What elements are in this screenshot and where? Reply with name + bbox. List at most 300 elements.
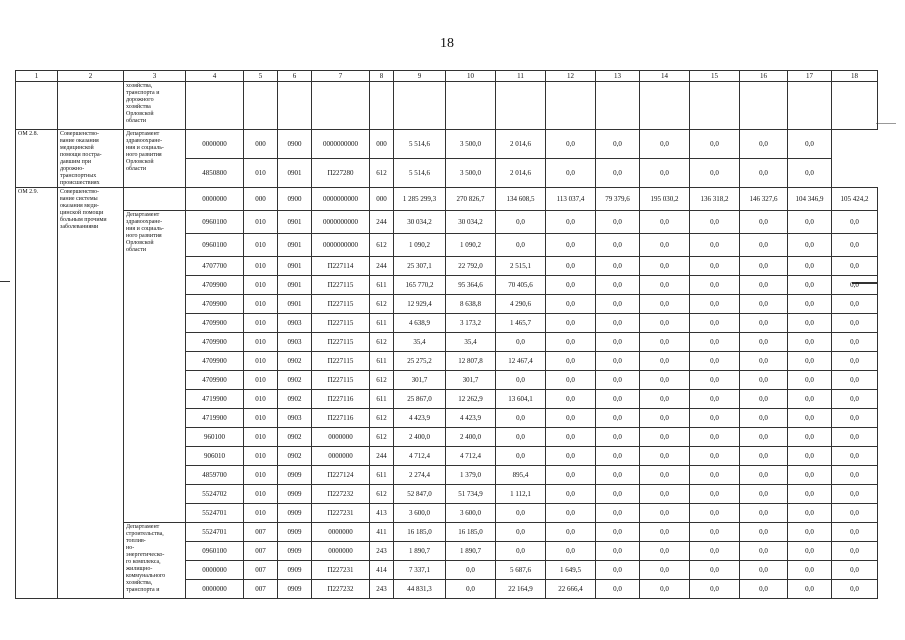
table-cell: 0,0 bbox=[596, 523, 640, 542]
table-cell: 12 262,9 bbox=[446, 390, 496, 409]
table-cell: 0901 bbox=[278, 159, 312, 188]
table-cell: 12 929,4 bbox=[394, 295, 446, 314]
table-cell: 0,0 bbox=[740, 523, 788, 542]
table-cell: 0,0 bbox=[546, 276, 596, 295]
table-cell: 35,4 bbox=[394, 333, 446, 352]
table-cell: 244 bbox=[370, 257, 394, 276]
table-cell: 0903 bbox=[278, 314, 312, 333]
table-cell: 0000000 bbox=[312, 428, 370, 447]
table-cell: 4719900 bbox=[186, 409, 244, 428]
table-cell: 0,0 bbox=[546, 314, 596, 333]
page-number: 18 bbox=[440, 36, 454, 51]
table-cell: 0909 bbox=[278, 466, 312, 485]
table-cell: 0,0 bbox=[740, 390, 788, 409]
table-cell: 0,0 bbox=[788, 352, 832, 371]
table-cell: 0,0 bbox=[832, 211, 878, 234]
table-cell: 0,0 bbox=[640, 504, 690, 523]
table-cell: 134 608,5 bbox=[496, 188, 546, 211]
table-cell: 301,7 bbox=[394, 371, 446, 390]
table-cell: 52 847,0 bbox=[394, 485, 446, 504]
table-cell: 0,0 bbox=[596, 466, 640, 485]
table-cell: 0,0 bbox=[690, 234, 740, 257]
table-cell bbox=[312, 82, 370, 130]
table-cell: 0,0 bbox=[640, 257, 690, 276]
table-cell: 0,0 bbox=[546, 542, 596, 561]
table-cell: 0901 bbox=[278, 257, 312, 276]
table-cell: 2 014,6 bbox=[496, 159, 546, 188]
table-cell: 0,0 bbox=[546, 485, 596, 504]
table-cell: 0000000000 bbox=[312, 188, 370, 211]
table-cell: 0909 bbox=[278, 580, 312, 599]
table-cell: 0,0 bbox=[640, 371, 690, 390]
table-cell: 0,0 bbox=[832, 371, 878, 390]
table-cell: 8 638,8 bbox=[446, 295, 496, 314]
table-cell: 0,0 bbox=[740, 257, 788, 276]
table-cell: 000 bbox=[244, 188, 278, 211]
table-cell: 0000000 bbox=[186, 561, 244, 580]
table-cell: 0000000000 bbox=[312, 234, 370, 257]
table-cell: 010 bbox=[244, 257, 278, 276]
table-cell: 7 337,1 bbox=[394, 561, 446, 580]
table-cell: 0,0 bbox=[740, 211, 788, 234]
table-cell: 0,0 bbox=[788, 542, 832, 561]
table-cell: 010 bbox=[244, 159, 278, 188]
table-cell: 5524702 bbox=[186, 485, 244, 504]
column-number: 2 bbox=[58, 71, 124, 82]
table-cell: 105 424,2 bbox=[832, 188, 878, 211]
table-cell: 0,0 bbox=[832, 447, 878, 466]
table-cell: 0,0 bbox=[640, 314, 690, 333]
table-row bbox=[16, 188, 878, 211]
table-cell: 0909 bbox=[278, 561, 312, 580]
table-cell: 611 bbox=[370, 390, 394, 409]
table-cell: 0,0 bbox=[740, 371, 788, 390]
table-cell: П227115 bbox=[312, 314, 370, 333]
table-cell: 0,0 bbox=[496, 542, 546, 561]
table-cell: 136 318,2 bbox=[690, 188, 740, 211]
table-cell: 0,0 bbox=[640, 333, 690, 352]
table-cell: 1 090,2 bbox=[394, 234, 446, 257]
table-cell: 0,0 bbox=[596, 234, 640, 257]
measure-name: Совершенство- вание оказания медицинской помощи постра- давшим при дорожно- транспортных происшествиях bbox=[58, 130, 124, 188]
column-number: 6 bbox=[278, 71, 312, 82]
table-row bbox=[16, 82, 878, 130]
budget-table bbox=[15, 70, 878, 599]
table-cell: 010 bbox=[244, 504, 278, 523]
column-number: 3 bbox=[124, 71, 186, 82]
table-cell: 3 173,2 bbox=[446, 314, 496, 333]
column-number: 12 bbox=[546, 71, 596, 82]
table-cell: 0,0 bbox=[788, 295, 832, 314]
table-cell: 0,0 bbox=[596, 257, 640, 276]
measure-id: ОМ 2.9. bbox=[16, 188, 58, 599]
table-cell: 0,0 bbox=[596, 504, 640, 523]
table-cell: 3 600,0 bbox=[394, 504, 446, 523]
table-cell: 0,0 bbox=[640, 542, 690, 561]
table-cell: 0,0 bbox=[546, 371, 596, 390]
table-cell: 4709900 bbox=[186, 352, 244, 371]
table-cell: 0,0 bbox=[740, 130, 788, 159]
responsible-cell: Департамент здравоохране- ния и социаль- ного развития Орловской области bbox=[124, 130, 186, 188]
table-cell: 0,0 bbox=[788, 390, 832, 409]
table-cell: 010 bbox=[244, 428, 278, 447]
table-cell: 000 bbox=[370, 188, 394, 211]
table-cell: 0,0 bbox=[832, 504, 878, 523]
table-cell: 0,0 bbox=[640, 428, 690, 447]
table-cell: 0,0 bbox=[788, 504, 832, 523]
table-cell: 0,0 bbox=[690, 333, 740, 352]
table-cell: 007 bbox=[244, 523, 278, 542]
table-cell: 244 bbox=[370, 447, 394, 466]
table-cell: 146 327,6 bbox=[740, 188, 788, 211]
table-cell: 0,0 bbox=[640, 523, 690, 542]
table-cell: 4 290,6 bbox=[496, 295, 546, 314]
table-cell: 13 604,1 bbox=[496, 390, 546, 409]
table-cell: 4850800 bbox=[186, 159, 244, 188]
table-cell: 0,0 bbox=[596, 276, 640, 295]
table-cell: 000 bbox=[370, 130, 394, 159]
table-cell: 0,0 bbox=[640, 409, 690, 428]
table-cell: 411 bbox=[370, 523, 394, 542]
table-cell: 0902 bbox=[278, 390, 312, 409]
table-cell: 165 770,2 bbox=[394, 276, 446, 295]
table-cell bbox=[496, 82, 546, 130]
table-cell: 612 bbox=[370, 409, 394, 428]
table-cell: 0,0 bbox=[546, 523, 596, 542]
table-cell: 0,0 bbox=[740, 234, 788, 257]
column-number: 15 bbox=[690, 71, 740, 82]
table-cell: 22 164,9 bbox=[496, 580, 546, 599]
table-cell: 007 bbox=[244, 542, 278, 561]
table-cell: 4719900 bbox=[186, 390, 244, 409]
table-cell: 010 bbox=[244, 333, 278, 352]
table-cell: 0,0 bbox=[832, 561, 878, 580]
table-cell: 0,0 bbox=[832, 580, 878, 599]
table-cell: 243 bbox=[370, 542, 394, 561]
table-cell: 0,0 bbox=[496, 523, 546, 542]
table-cell: 0,0 bbox=[690, 130, 740, 159]
table-cell: 0,0 bbox=[596, 485, 640, 504]
table-cell: 0,0 bbox=[832, 276, 878, 295]
table-cell: 0,0 bbox=[596, 333, 640, 352]
table-cell: 4 712,4 bbox=[446, 447, 496, 466]
table-cell: 4709900 bbox=[186, 295, 244, 314]
table-cell: 0901 bbox=[278, 276, 312, 295]
table-cell: 16 185,0 bbox=[446, 523, 496, 542]
table-cell: 0,0 bbox=[496, 504, 546, 523]
table-cell: 1 890,7 bbox=[394, 542, 446, 561]
table-cell: 0,0 bbox=[546, 390, 596, 409]
table-cell: 2 515,1 bbox=[496, 257, 546, 276]
table-cell bbox=[640, 82, 690, 130]
table-cell: 0,0 bbox=[740, 485, 788, 504]
table-cell: 0000000 bbox=[312, 447, 370, 466]
table-cell: 0,0 bbox=[740, 561, 788, 580]
table-cell: 0,0 bbox=[788, 211, 832, 234]
table-cell bbox=[832, 82, 878, 130]
table-cell: 4 423,9 bbox=[446, 409, 496, 428]
table-cell: 0,0 bbox=[740, 504, 788, 523]
table-cell: 0,0 bbox=[740, 314, 788, 333]
table-cell: 2 400,0 bbox=[394, 428, 446, 447]
table-cell: 0,0 bbox=[788, 159, 832, 188]
table-cell: 612 bbox=[370, 485, 394, 504]
table-cell: 0,0 bbox=[690, 447, 740, 466]
table-cell bbox=[690, 82, 740, 130]
table-cell: 16 185,0 bbox=[394, 523, 446, 542]
table-cell: 4709900 bbox=[186, 333, 244, 352]
table-cell: 0,0 bbox=[740, 295, 788, 314]
table-cell: 0901 bbox=[278, 295, 312, 314]
table-cell: П227232 bbox=[312, 485, 370, 504]
table-cell: 0,0 bbox=[832, 485, 878, 504]
table-cell: 0,0 bbox=[690, 211, 740, 234]
table-cell: 0,0 bbox=[596, 561, 640, 580]
table-cell: 0,0 bbox=[690, 276, 740, 295]
table-cell: 51 734,9 bbox=[446, 485, 496, 504]
table-cell: 0,0 bbox=[640, 561, 690, 580]
table-cell: 12 807,8 bbox=[446, 352, 496, 371]
table-cell: 0,0 bbox=[546, 295, 596, 314]
table-cell: 0,0 bbox=[788, 523, 832, 542]
table-cell: 010 bbox=[244, 314, 278, 333]
table-cell: 0902 bbox=[278, 371, 312, 390]
table-cell: 612 bbox=[370, 333, 394, 352]
table-cell: 0,0 bbox=[788, 466, 832, 485]
table-cell bbox=[244, 82, 278, 130]
table-cell: 010 bbox=[244, 352, 278, 371]
table-cell: 35,4 bbox=[446, 333, 496, 352]
table-cell: 30 034,2 bbox=[394, 211, 446, 234]
table-cell: 0,0 bbox=[690, 409, 740, 428]
table-cell: 4709900 bbox=[186, 371, 244, 390]
name-cell bbox=[58, 82, 124, 130]
table-cell: 0,0 bbox=[788, 314, 832, 333]
table-cell: 113 037,4 bbox=[546, 188, 596, 211]
table-cell: 0,0 bbox=[788, 371, 832, 390]
table-cell: 0,0 bbox=[690, 542, 740, 561]
table-cell: 0,0 bbox=[690, 390, 740, 409]
table-row bbox=[16, 523, 878, 542]
column-number: 11 bbox=[496, 71, 546, 82]
table-cell: 611 bbox=[370, 466, 394, 485]
table-cell: 0,0 bbox=[740, 159, 788, 188]
table-cell: 010 bbox=[244, 276, 278, 295]
table-cell: 104 346,9 bbox=[788, 188, 832, 211]
table-cell: 0,0 bbox=[690, 159, 740, 188]
responsible-cell: Департамент здравоохране- ния и социаль- ного развития Орловской области bbox=[124, 211, 186, 523]
table-cell: 0,0 bbox=[596, 295, 640, 314]
table-cell: 906010 bbox=[186, 447, 244, 466]
table-cell: 2 014,6 bbox=[496, 130, 546, 159]
table-cell: 3 500,0 bbox=[446, 130, 496, 159]
table-cell: 0,0 bbox=[546, 504, 596, 523]
table-cell: 0,0 bbox=[690, 257, 740, 276]
table-cell bbox=[394, 82, 446, 130]
table-cell: 95 364,6 bbox=[446, 276, 496, 295]
table-cell: 0,0 bbox=[596, 130, 640, 159]
table-cell: 0,0 bbox=[690, 295, 740, 314]
table-cell: 0,0 bbox=[546, 159, 596, 188]
table-cell: 0903 bbox=[278, 409, 312, 428]
table-cell: 0900 bbox=[278, 130, 312, 159]
table-cell: 895,4 bbox=[496, 466, 546, 485]
table-cell: 2 400,0 bbox=[446, 428, 496, 447]
table-cell: 010 bbox=[244, 447, 278, 466]
table-cell: 0902 bbox=[278, 352, 312, 371]
table-cell: 244 bbox=[370, 211, 394, 234]
table-cell: П227115 bbox=[312, 352, 370, 371]
table-cell: 0000000 bbox=[186, 580, 244, 599]
table-cell: 25 867,0 bbox=[394, 390, 446, 409]
table-cell: 0,0 bbox=[740, 447, 788, 466]
measure-name: Совершенство- вание системы оказания меди- цинской помощи больным прочими заболеваниями bbox=[58, 188, 124, 599]
table-cell: 0,0 bbox=[546, 333, 596, 352]
table-cell: 0,0 bbox=[740, 276, 788, 295]
table-cell: 0,0 bbox=[740, 542, 788, 561]
table-cell: 0,0 bbox=[832, 295, 878, 314]
table-cell: 5524701 bbox=[186, 504, 244, 523]
table-cell: 4709900 bbox=[186, 276, 244, 295]
table-cell: 611 bbox=[370, 276, 394, 295]
column-number: 13 bbox=[596, 71, 640, 82]
table-cell: 0,0 bbox=[546, 428, 596, 447]
table-cell: 5 514,6 bbox=[394, 130, 446, 159]
responsible-cell: хозяйства, транспорта и дорожного хозяйства Орловской области bbox=[124, 82, 186, 130]
measure-id: ОМ 2.8. bbox=[16, 130, 58, 188]
table-cell: 0000000 bbox=[186, 130, 244, 159]
table-cell: 010 bbox=[244, 295, 278, 314]
table-cell: 010 bbox=[244, 390, 278, 409]
table-cell: 0,0 bbox=[788, 447, 832, 466]
column-number-row bbox=[16, 71, 878, 82]
column-number: 14 bbox=[640, 71, 690, 82]
table-cell: 1 649,5 bbox=[546, 561, 596, 580]
table-cell: 0,0 bbox=[640, 211, 690, 234]
table-cell: 0,0 bbox=[832, 466, 878, 485]
table-cell: 4859700 bbox=[186, 466, 244, 485]
table-cell: 2 274,4 bbox=[394, 466, 446, 485]
table-cell: 611 bbox=[370, 352, 394, 371]
table-cell: 0,0 bbox=[640, 447, 690, 466]
table-cell: П227116 bbox=[312, 390, 370, 409]
table-cell bbox=[278, 82, 312, 130]
table-cell: 0,0 bbox=[690, 485, 740, 504]
table-cell: 0,0 bbox=[640, 276, 690, 295]
table-cell: 0900 bbox=[278, 188, 312, 211]
table-cell: 0,0 bbox=[496, 447, 546, 466]
table-cell: 0,0 bbox=[496, 428, 546, 447]
table-cell: 0,0 bbox=[740, 409, 788, 428]
table-cell: 0960100 bbox=[186, 211, 244, 234]
table-cell: 0,0 bbox=[446, 561, 496, 580]
table-cell: 30 034,2 bbox=[446, 211, 496, 234]
table-cell: 3 600,0 bbox=[446, 504, 496, 523]
column-number: 8 bbox=[370, 71, 394, 82]
table-cell: 0,0 bbox=[596, 542, 640, 561]
table-cell: 0,0 bbox=[690, 580, 740, 599]
table-cell: 0,0 bbox=[596, 447, 640, 466]
table-cell: 0,0 bbox=[640, 130, 690, 159]
table-cell: 25 307,1 bbox=[394, 257, 446, 276]
table-cell: 0,0 bbox=[690, 371, 740, 390]
table-cell: 22 792,0 bbox=[446, 257, 496, 276]
table-cell: 0,0 bbox=[496, 211, 546, 234]
table-cell: 5 687,6 bbox=[496, 561, 546, 580]
table-cell: 010 bbox=[244, 234, 278, 257]
table-cell: 0,0 bbox=[640, 466, 690, 485]
column-number: 17 bbox=[788, 71, 832, 82]
table-cell bbox=[740, 82, 788, 130]
table-cell: 4 423,9 bbox=[394, 409, 446, 428]
table-cell: 0,0 bbox=[546, 257, 596, 276]
table-cell: 1 090,2 bbox=[446, 234, 496, 257]
table-cell: 1 890,7 bbox=[446, 542, 496, 561]
table-cell: 0,0 bbox=[690, 352, 740, 371]
table-cell: 612 bbox=[370, 428, 394, 447]
table-cell: 243 bbox=[370, 580, 394, 599]
table-cell: 3 500,0 bbox=[446, 159, 496, 188]
table-cell: 1 285 299,3 bbox=[394, 188, 446, 211]
table-cell: 611 bbox=[370, 314, 394, 333]
table-cell: П227280 bbox=[312, 159, 370, 188]
table-cell: 0960100 bbox=[186, 542, 244, 561]
table-cell: 0,0 bbox=[832, 352, 878, 371]
table-cell: 0,0 bbox=[832, 409, 878, 428]
table-cell: 413 bbox=[370, 504, 394, 523]
table-cell: 0,0 bbox=[446, 580, 496, 599]
table-cell: 007 bbox=[244, 580, 278, 599]
table-cell: 0,0 bbox=[832, 523, 878, 542]
table-cell: 0,0 bbox=[832, 234, 878, 257]
table-cell: 0,0 bbox=[496, 371, 546, 390]
table-cell: 0,0 bbox=[690, 561, 740, 580]
column-number: 10 bbox=[446, 71, 496, 82]
table-cell: 0,0 bbox=[640, 390, 690, 409]
table-cell: 12 467,4 bbox=[496, 352, 546, 371]
table-cell: 0,0 bbox=[690, 466, 740, 485]
table-cell: П227232 bbox=[312, 580, 370, 599]
table-cell: 0,0 bbox=[832, 542, 878, 561]
table-cell: 0,0 bbox=[546, 234, 596, 257]
column-number: 9 bbox=[394, 71, 446, 82]
table-cell: П227115 bbox=[312, 371, 370, 390]
table-cell: 70 405,6 bbox=[496, 276, 546, 295]
column-number: 18 bbox=[832, 71, 878, 82]
table-cell: 000 bbox=[244, 130, 278, 159]
table-row bbox=[16, 130, 878, 159]
table-cell: 960100 bbox=[186, 428, 244, 447]
table-cell: 0903 bbox=[278, 333, 312, 352]
table-cell: 0,0 bbox=[788, 580, 832, 599]
table-cell: П227115 bbox=[312, 333, 370, 352]
table-cell: 0,0 bbox=[690, 504, 740, 523]
table-cell: 0,0 bbox=[596, 428, 640, 447]
table-cell: 0,0 bbox=[740, 333, 788, 352]
table-cell: 0,0 bbox=[788, 257, 832, 276]
table-cell: 22 666,4 bbox=[546, 580, 596, 599]
table-cell: 0000000000 bbox=[312, 211, 370, 234]
table-cell: 612 bbox=[370, 371, 394, 390]
table-cell: 0,0 bbox=[788, 428, 832, 447]
margin-dash bbox=[876, 123, 896, 124]
table-body bbox=[16, 82, 878, 599]
margin-rule bbox=[0, 281, 10, 282]
table-cell: 0,0 bbox=[640, 234, 690, 257]
table-cell: 0,0 bbox=[596, 580, 640, 599]
table-cell: 0,0 bbox=[596, 314, 640, 333]
table-cell: 0,0 bbox=[640, 485, 690, 504]
